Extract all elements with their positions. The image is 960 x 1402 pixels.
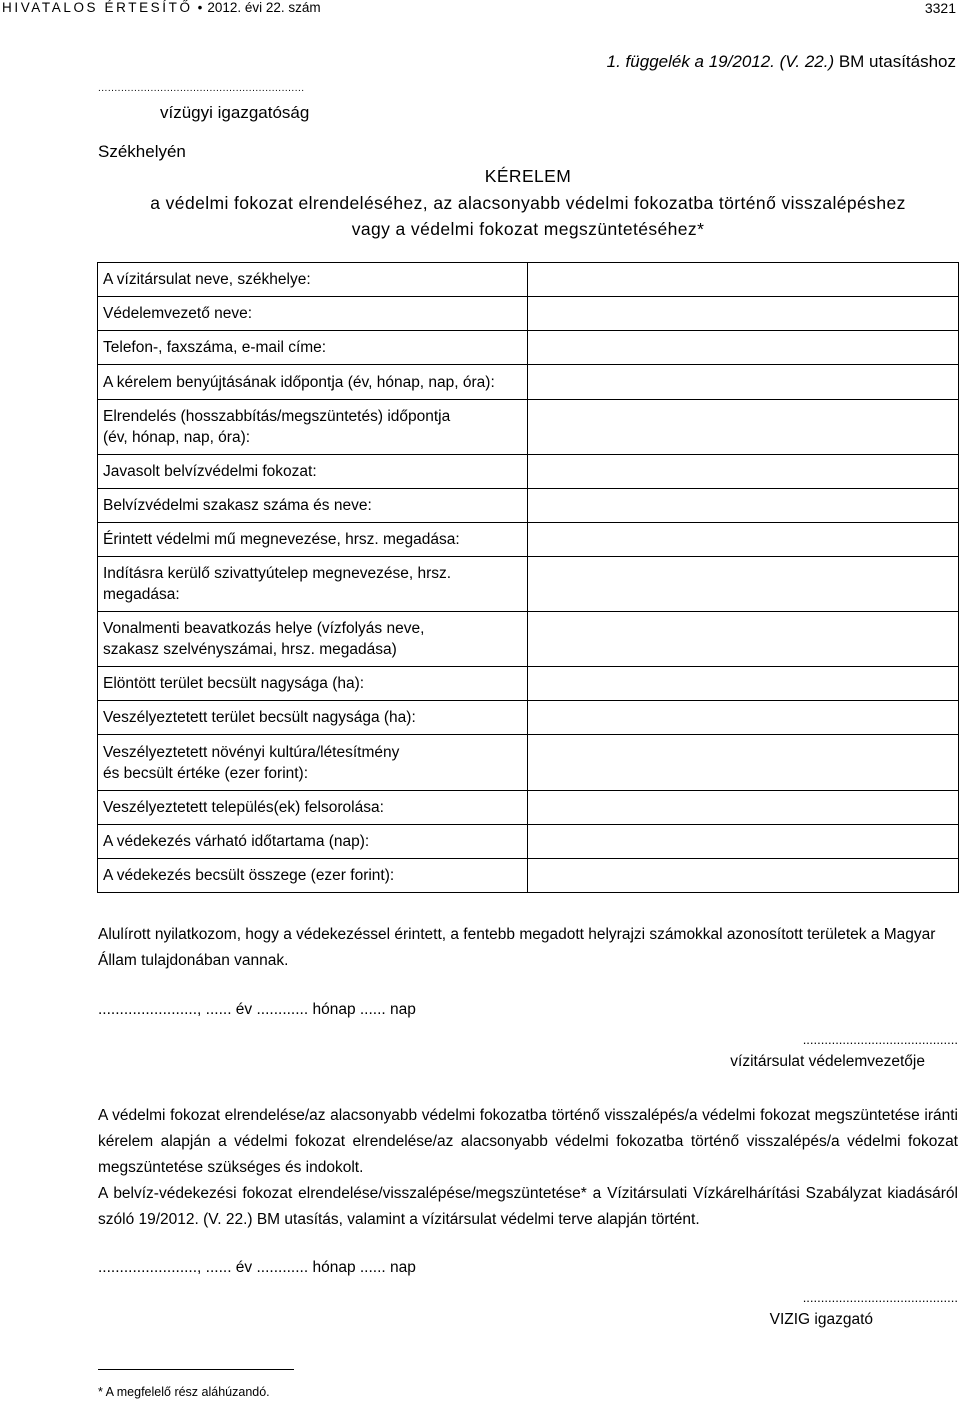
- annex-reference-italic: 1. függelék a 19/2012. (V. 22.): [606, 52, 835, 71]
- form-row-value[interactable]: [528, 455, 959, 489]
- decision-paragraph: A védelmi fokozat elrendelése/az alacsonyabb védelmi fokozatba történő visszalépés/a védelmi fokozat megszüntetése iránti kérelem alapján a védelmi fokozat elrendelése/az alacsonyabb védelmi fokozatba történő visszalépés/a védelmi fokozat megszüntetése szükséges és indokolt.: [98, 1107, 958, 1176]
- form-row-label-line: Veszélyeztetett terület becsült nagysága (ha):: [103, 709, 416, 726]
- bullet-separator: •: [197, 0, 203, 15]
- form-row-value[interactable]: [528, 859, 959, 893]
- form-row-value[interactable]: [528, 400, 959, 455]
- form-row: [98, 297, 959, 331]
- form-row-value[interactable]: [528, 557, 959, 612]
- org-name-label: vízügyi igazgatóság: [160, 103, 310, 122]
- form-row-value[interactable]: [528, 791, 959, 825]
- form-row: [98, 735, 959, 791]
- form-row-label-line: A vízitársulat neve, székhelye:: [103, 271, 311, 288]
- request-form-body: [98, 263, 959, 893]
- form-row: [98, 859, 959, 893]
- form-row-label: [98, 825, 528, 859]
- form-row: [98, 557, 959, 612]
- form-row: [98, 400, 959, 455]
- form-row-label: [98, 791, 528, 825]
- form-row-value[interactable]: [528, 667, 959, 701]
- form-row-label: [98, 331, 528, 365]
- form-row-value[interactable]: [528, 825, 959, 859]
- form-row: [98, 331, 959, 365]
- form-row-label-line: Vonalmenti beavatkozás helye (vízfolyás neve,: [103, 620, 425, 637]
- form-row: [98, 791, 959, 825]
- footnote-divider: [98, 1369, 294, 1370]
- form-row: [98, 365, 959, 400]
- publication-name: HIVATALOS ÉRTESÍTŐ: [2, 0, 193, 15]
- org-name-blank: ...............................................................: [98, 83, 305, 94]
- signature-line-director: ...........................................: [802, 1290, 958, 1305]
- form-row-label-line: szakasz szelvényszámai, hrsz. megadása): [103, 641, 397, 658]
- document-subtitle-line-2: vagy a védelmi fokozat megszüntetéséhez*: [351, 219, 705, 239]
- form-row-label-line: Veszélyeztetett település(ek) felsorolása:: [103, 799, 384, 816]
- signature-line-applicant: ...........................................: [802, 1032, 958, 1047]
- request-form-table: [97, 262, 959, 893]
- form-row-value[interactable]: [528, 331, 959, 365]
- form-row-label-line: Elrendelés (hosszabbítás/megszüntetés) időpontja: [103, 408, 451, 425]
- form-row: [98, 667, 959, 701]
- running-head: [2, 0, 321, 15]
- form-row-label: [98, 859, 528, 893]
- form-row-label-line: és becsült értéke (ezer forint):: [103, 764, 309, 782]
- footnote: * A megfelelő rész aláhúzandó.: [98, 1385, 270, 1399]
- form-row: [98, 489, 959, 523]
- date-line-applicant: ......................., ...... év ............ hónap ...... nap: [98, 1001, 416, 1018]
- annex-reference: [607, 52, 956, 72]
- form-row: [98, 612, 959, 667]
- form-row-label: [98, 557, 528, 612]
- signature-label-director: VIZIG igazgató: [769, 1311, 873, 1328]
- document-subtitle-line-1: a védelmi fokozat elrendeléséhez, az alacsonyabb védelmi fokozatba történő visszalépéshez: [150, 193, 906, 213]
- form-row-value[interactable]: [528, 735, 959, 791]
- form-row-label: [98, 523, 528, 557]
- form-row-label: [98, 455, 528, 489]
- document-title: KÉRELEM: [484, 166, 572, 186]
- form-row-label-line: Indításra kerülő szivattyútelep megnevezése, hrsz.: [103, 565, 452, 582]
- issue-date: 2012. évi 22. szám: [207, 0, 321, 15]
- form-row-label: [98, 489, 528, 523]
- annex-reference-regular: BM utasításhoz: [834, 52, 956, 71]
- form-row-label-line: Telefon-, faxszáma, e-mail címe:: [103, 339, 327, 356]
- form-row-value[interactable]: [528, 297, 959, 331]
- form-row-label: [98, 263, 528, 297]
- form-row-label: [98, 612, 528, 667]
- form-row-value[interactable]: [528, 523, 959, 557]
- form-row: [98, 263, 959, 297]
- form-row-label-line: Érintett védelmi mű megnevezése, hrsz. megadása:: [103, 531, 460, 548]
- form-row: [98, 701, 959, 735]
- form-row-label-line: Javasolt belvízvédelmi fokozat:: [103, 463, 317, 480]
- form-row-label: [98, 701, 528, 735]
- form-row-label: [98, 667, 528, 701]
- form-row-label: [98, 365, 528, 400]
- page-number: 3321: [924, 0, 956, 16]
- form-row-value[interactable]: [528, 365, 959, 400]
- form-row-value[interactable]: [528, 489, 959, 523]
- ownership-declaration: Alulírott nyilatkozom, hogy a védekezéssel érintett, a fentebb megadott helyrajzi számokkal azonosított területek a Magyar Állam tulajdonában vannak.: [98, 926, 936, 969]
- signature-label-applicant: vízitársulat védelemvezetője: [730, 1053, 925, 1070]
- form-row-label-line: (év, hónap, nap, óra):: [103, 429, 251, 446]
- form-row-label-line: Elöntött terület becsült nagysága (ha):: [103, 675, 365, 692]
- form-row: [98, 455, 959, 489]
- form-row-label-line: A kérelem benyújtásának időpontja (év, hónap, nap, óra):: [103, 373, 495, 391]
- form-row-label: [98, 400, 528, 455]
- form-row-label: [98, 297, 528, 331]
- form-row-label-line: Védelemvezető neve:: [103, 305, 253, 322]
- seat-label: Székhelyén: [98, 142, 186, 161]
- form-row-value[interactable]: [528, 263, 959, 297]
- form-row-label-line: Belvízvédelmi szakasz száma és neve:: [103, 497, 372, 514]
- form-row-label: [98, 735, 528, 791]
- form-row-label-line: megadása:: [103, 586, 180, 603]
- form-row-label-line: Veszélyeztetett növényi kultúra/létesítmény: [103, 743, 400, 761]
- page-header: [0, 0, 960, 20]
- form-row-label-line: A védekezés becsült összege (ezer forint):: [103, 867, 395, 884]
- form-row: [98, 523, 959, 557]
- form-row-value[interactable]: [528, 612, 959, 667]
- date-line-director: ......................., ...... év ............ hónap ...... nap: [98, 1259, 416, 1276]
- legal-basis-paragraph: A belvíz-védekezési fokozat elrendelése/visszalépése/megszüntetése* a Vízitársulati Vízkárelhárítási Szabályzat kiadásáról szóló 19/2012. (V. 22.) BM utasítás, valamint a vízitársulat védelmi terve alapján történt.: [98, 1185, 958, 1228]
- form-row-label-line: A védekezés várható időtartama (nap):: [103, 833, 370, 850]
- form-row-value[interactable]: [528, 701, 959, 735]
- form-row: [98, 825, 959, 859]
